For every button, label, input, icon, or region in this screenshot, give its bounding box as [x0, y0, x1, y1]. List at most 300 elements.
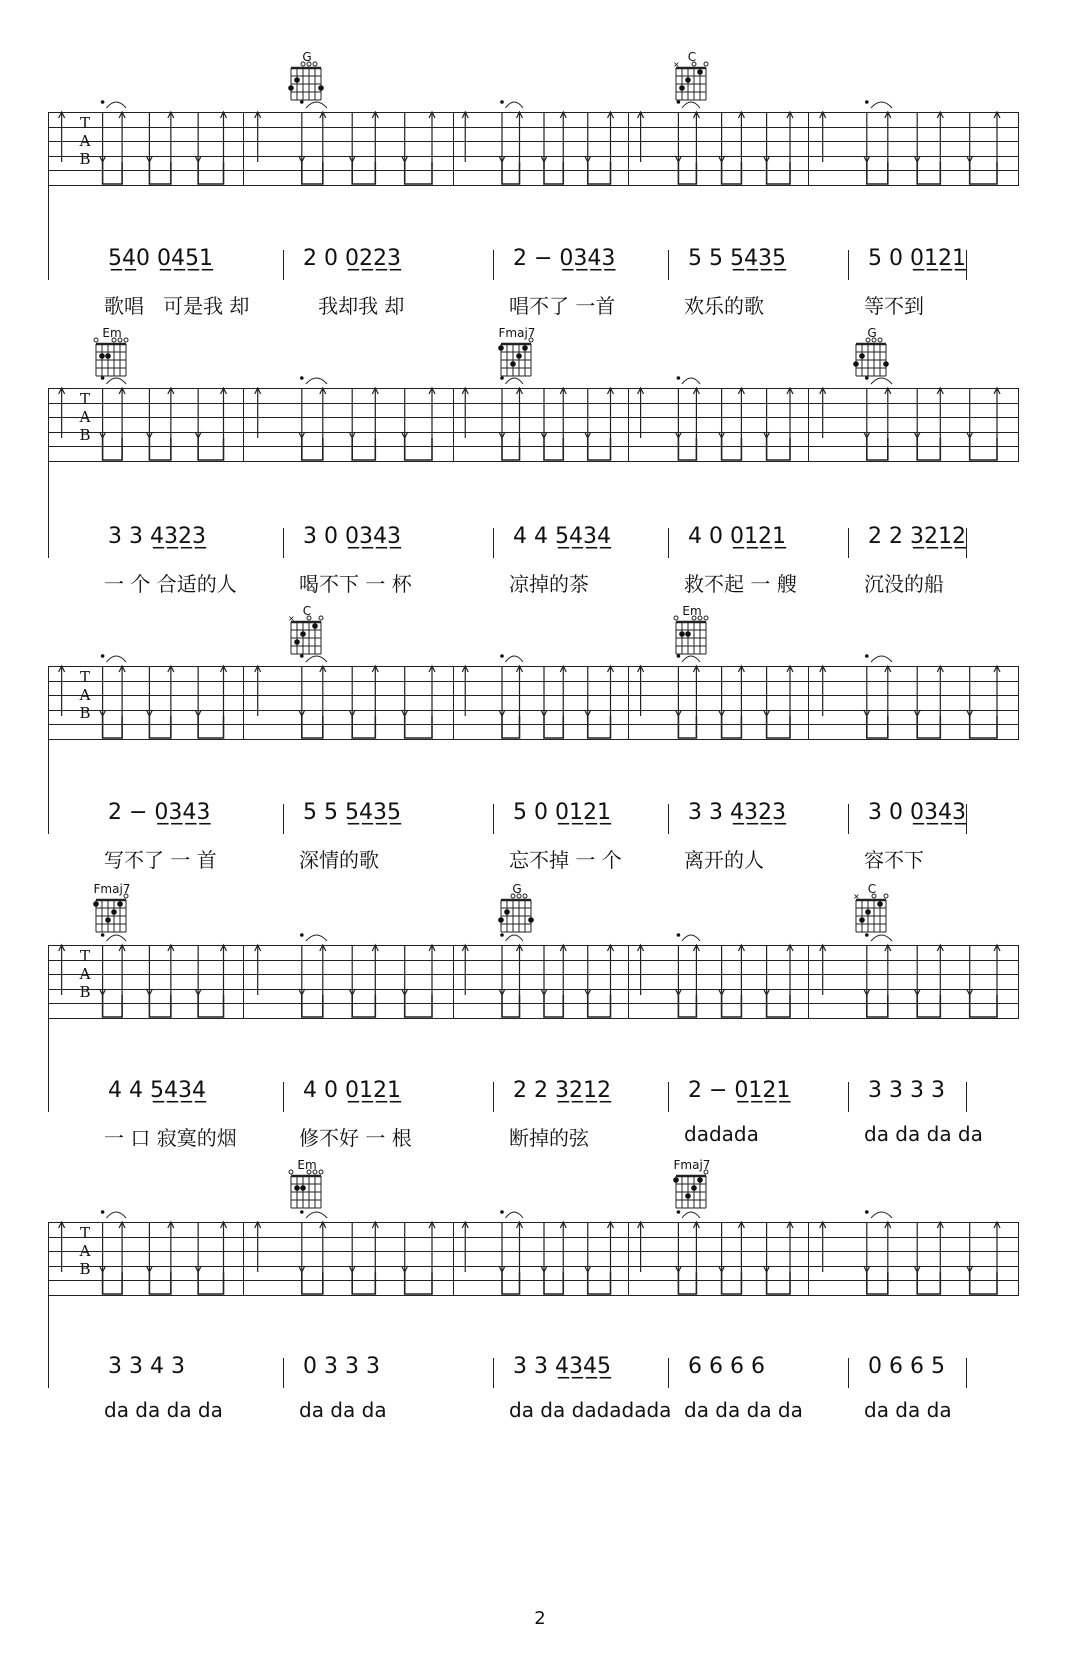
rhythm-beam	[198, 438, 223, 460]
rhythm-beam	[502, 995, 520, 1017]
measure-lyrics: 歌唱 可是我 却	[104, 294, 250, 318]
tie-arc	[107, 656, 127, 662]
melody-line	[48, 524, 1028, 604]
measure-notes: 2 − 0̲3̲4̲3̲	[108, 800, 211, 825]
chord-grid	[676, 622, 708, 656]
finger-dot	[117, 901, 123, 907]
tie-arc	[871, 102, 892, 108]
finger-dot	[528, 917, 534, 923]
notation-barline	[283, 1082, 284, 1112]
rhythm-beam	[588, 995, 611, 1017]
finger-dot	[510, 361, 516, 367]
tab-staff	[48, 666, 1018, 740]
chord-grid	[501, 344, 533, 378]
staccato-dot	[101, 654, 105, 658]
notation-barline	[283, 804, 284, 834]
measure-notes: 5 5 5̲4̲3̲5̲	[303, 800, 401, 825]
staccato-dot	[101, 100, 105, 104]
notation-barline	[493, 1082, 494, 1112]
measure-lyrics: dadada	[684, 1122, 759, 1146]
rhythm-beam	[149, 716, 170, 738]
rhythm-beam	[970, 162, 997, 184]
notation-barline	[48, 1358, 49, 1388]
finger-dot	[859, 917, 865, 923]
rhythm-beam	[544, 162, 563, 184]
rhythm-beam	[352, 1272, 375, 1294]
rhythm-beam	[970, 438, 997, 460]
tab-staff	[48, 388, 1018, 462]
measure-lyrics: 我却我 却	[299, 294, 405, 318]
page-number: 2	[534, 1608, 546, 1629]
notation-barline	[283, 528, 284, 558]
rhythm-beam	[588, 1272, 611, 1294]
notation-barline	[283, 250, 284, 280]
barline	[1018, 1222, 1019, 1296]
notation-barline	[848, 1082, 849, 1112]
notation-barline	[966, 1082, 967, 1112]
rhythm-beam	[149, 1272, 170, 1294]
chord-diagram-fmaj7	[88, 882, 136, 938]
finger-dot	[697, 1177, 703, 1183]
rhythm-beam	[103, 438, 123, 460]
measure-notes: 2 − 0̲3̲4̲3̲	[513, 246, 616, 271]
measure-notes: 4 0 0̲1̲2̲1̲	[303, 1078, 401, 1103]
measure-notes: 2 0 0̲2̲2̲3̲	[303, 246, 401, 271]
finger-dot	[679, 631, 685, 637]
rhythm-beam	[352, 716, 375, 738]
melody-line	[48, 1078, 1028, 1158]
finger-dot	[697, 69, 703, 75]
rhythm-beam	[722, 162, 742, 184]
notation-barline	[668, 250, 669, 280]
finger-dot	[498, 345, 504, 351]
staccato-dot	[500, 654, 504, 658]
chord-name: Em	[682, 604, 702, 618]
finger-dot	[685, 77, 691, 83]
notation-barline	[668, 1082, 669, 1112]
melody-line	[48, 246, 1028, 326]
tab-clef-letter: B	[79, 1260, 91, 1278]
finger-dot	[312, 623, 318, 629]
measure-lyrics: da da da da	[684, 1398, 803, 1422]
notation-barline	[493, 1358, 494, 1388]
rhythm-beam	[502, 1272, 520, 1294]
chord-grid	[96, 900, 128, 934]
finger-dot	[679, 85, 685, 91]
chord-name: Fmaj7	[93, 882, 131, 896]
finger-dot	[673, 1177, 679, 1183]
rhythm-beam	[970, 716, 997, 738]
finger-dot	[288, 85, 294, 91]
notation-barline	[668, 1358, 669, 1388]
lyrics-line	[48, 290, 1028, 320]
finger-dot	[498, 917, 504, 923]
rhythm-beam	[722, 995, 742, 1017]
rhythm-beam	[917, 995, 940, 1017]
strum-pattern	[48, 945, 1018, 1019]
finger-dot	[883, 361, 889, 367]
measure-lyrics: 喝不下 一 杯	[299, 572, 412, 596]
chord-diagram-em	[88, 326, 136, 382]
melody-line	[48, 1354, 1028, 1434]
finger-dot	[300, 1185, 306, 1191]
measure-lyrics: da da da	[299, 1398, 387, 1422]
rhythm-beam	[352, 162, 375, 184]
tab-clef-letter: A	[79, 965, 91, 983]
rhythm-beam	[352, 438, 375, 460]
notation-barline	[848, 528, 849, 558]
chord-diagram-em	[668, 604, 716, 660]
chord-grid	[673, 60, 708, 102]
tie-arc	[871, 1212, 892, 1218]
finger-dot	[685, 1193, 691, 1199]
lyrics-line	[48, 1122, 1028, 1152]
chord-diagram-fmaj7	[493, 326, 541, 382]
notation-barline	[966, 1358, 967, 1388]
melody-line	[48, 800, 1028, 880]
measure-notes: 2 2 3̲2̲1̲2̲	[513, 1078, 611, 1103]
strum-pattern	[48, 112, 1018, 186]
staccato-dot	[101, 1210, 105, 1214]
barline	[1018, 945, 1019, 1019]
measure-lyrics: da da dadadada	[509, 1398, 672, 1422]
measure-lyrics: 容不下	[864, 848, 924, 872]
numbered-notation	[48, 1354, 1028, 1390]
staccato-dot	[300, 933, 304, 937]
rhythm-beam	[767, 438, 790, 460]
notation-barline	[48, 804, 49, 834]
chord-diagram-fmaj7	[668, 1158, 716, 1214]
measure-notes: 5 0 0̲1̲2̲1̲	[868, 246, 966, 271]
chord-grid	[291, 68, 323, 102]
measure-notes: 3 3 4 3	[108, 1354, 185, 1379]
measure-notes: 3 3 3 3	[868, 1078, 945, 1103]
tab-clef-letter: T	[79, 114, 90, 132]
barline	[1018, 666, 1019, 740]
measure-lyrics: 一 口 寂寞的烟	[104, 1126, 237, 1150]
tab-clef-letter: A	[79, 408, 91, 426]
rhythm-beam	[302, 438, 323, 460]
measure-notes: 4 0 0̲1̲2̲1̲	[688, 524, 786, 549]
finger-dot	[865, 909, 871, 915]
rhythm-beam	[149, 438, 170, 460]
rhythm-beam	[502, 716, 520, 738]
tab-staff	[48, 1222, 1018, 1296]
finger-dot	[685, 631, 691, 637]
rhythm-beam	[722, 716, 742, 738]
rhythm-beam	[867, 1272, 888, 1294]
measure-lyrics: 一 个 合适的人	[104, 572, 237, 596]
measure-notes: 4 4 5̲4̲3̲4̲	[513, 524, 611, 549]
rhythm-beam	[678, 995, 696, 1017]
measure-notes: 5 5 5̲4̲3̲5̲	[688, 246, 786, 271]
rhythm-beam	[405, 995, 432, 1017]
chord-name: Em	[102, 326, 122, 340]
finger-dot	[300, 631, 306, 637]
finger-dot	[99, 353, 105, 359]
tab-clef-letter: B	[79, 983, 91, 1001]
measure-notes: 3 3 4̲3̲2̲3̲	[108, 524, 206, 549]
rhythm-beam	[588, 716, 611, 738]
numbered-notation	[48, 246, 1028, 282]
rhythm-beam	[970, 995, 997, 1017]
rhythm-beam	[103, 1272, 123, 1294]
tie-arc	[506, 102, 524, 108]
notation-barline	[48, 1082, 49, 1112]
tie-arc	[107, 102, 127, 108]
finger-dot	[877, 901, 883, 907]
rhythm-beam	[103, 995, 123, 1017]
measure-notes: 3 3 4̲3̲4̲5̲	[513, 1354, 611, 1379]
rhythm-beam	[767, 716, 790, 738]
staccato-dot	[865, 1210, 869, 1214]
staccato-dot	[865, 654, 869, 658]
lyrics-line	[48, 1398, 1028, 1428]
notation-barline	[493, 804, 494, 834]
rhythm-beam	[767, 995, 790, 1017]
numbered-notation	[48, 1078, 1028, 1114]
tie-arc	[682, 378, 700, 384]
rhythm-beam	[302, 162, 323, 184]
finger-dot	[522, 345, 528, 351]
chord-name: G	[512, 882, 522, 896]
rhythm-beam	[302, 995, 323, 1017]
notation-barline	[668, 528, 669, 558]
rhythm-beam	[302, 1272, 323, 1294]
chord-grid	[288, 614, 323, 656]
finger-dot	[504, 909, 510, 915]
measure-notes: 2 − 0̲1̲2̲1̲	[688, 1078, 791, 1103]
chord-diagram-g	[493, 882, 541, 938]
finger-dot	[318, 85, 324, 91]
rhythm-beam	[198, 716, 223, 738]
rhythm-beam	[867, 438, 888, 460]
tab-clef-letter: A	[79, 1242, 91, 1260]
finger-dot	[516, 353, 522, 359]
measure-lyrics: 写不了 一 首	[104, 848, 217, 872]
measure-notes: 0 3 3 3	[303, 1354, 380, 1379]
staccato-dot	[500, 100, 504, 104]
rhythm-beam	[917, 716, 940, 738]
chord-name: C	[302, 604, 312, 618]
measure-lyrics: 救不起 一 艘	[684, 572, 797, 596]
tab-staff	[48, 112, 1018, 186]
chord-diagram-c	[283, 604, 331, 660]
rhythm-beam	[867, 162, 888, 184]
notation-barline	[966, 528, 967, 558]
measure-lyrics: da da da da	[864, 1122, 983, 1146]
tab-clef-letter: A	[79, 686, 91, 704]
barline	[1018, 388, 1019, 462]
rhythm-beam	[405, 716, 432, 738]
rhythm-beam	[678, 438, 696, 460]
measure-notes: 2 2 3̲2̲1̲2̲	[868, 524, 966, 549]
barline	[1018, 112, 1019, 186]
measure-lyrics: 沉没的船	[864, 572, 944, 596]
measure-lyrics: 断掉的弦	[509, 1126, 589, 1150]
tie-arc	[682, 935, 700, 941]
rhythm-beam	[103, 716, 123, 738]
chord-name: Fmaj7	[673, 1158, 711, 1172]
rhythm-beam	[767, 162, 790, 184]
measure-lyrics: 深情的歌	[299, 848, 379, 872]
notation-barline	[848, 804, 849, 834]
rhythm-beam	[544, 716, 563, 738]
tab-clef-letter: T	[79, 947, 90, 965]
tie-arc	[306, 935, 327, 941]
notation-barline	[493, 528, 494, 558]
lyrics-line	[48, 568, 1028, 598]
rhythm-beam	[767, 1272, 790, 1294]
tie-arc	[506, 1212, 524, 1218]
strum-pattern	[48, 388, 1018, 462]
rhythm-beam	[917, 1272, 940, 1294]
measure-notes: 5̲4̲0 0̲4̲5̲1̲	[108, 246, 213, 271]
measure-notes: 4 4 5̲4̲3̲4̲	[108, 1078, 206, 1103]
measure-lyrics: 凉掉的茶	[509, 572, 589, 596]
notation-barline	[668, 804, 669, 834]
rhythm-beam	[917, 438, 940, 460]
measure-notes: 6 6 6 6	[688, 1354, 765, 1379]
finger-dot	[294, 639, 300, 645]
strum-pattern	[48, 1222, 1018, 1296]
tab-clef-letter: B	[79, 150, 91, 168]
muted-string-mark: ×	[853, 892, 860, 901]
measure-notes: 3 0 0̲3̲4̲3̲	[868, 800, 966, 825]
rhythm-beam	[722, 1272, 742, 1294]
tab-clef-letter: B	[79, 426, 91, 444]
notation-barline	[493, 250, 494, 280]
tab-clef-letter: T	[79, 390, 90, 408]
chord-grid	[856, 344, 888, 378]
staccato-dot	[865, 100, 869, 104]
rhythm-beam	[917, 162, 940, 184]
finger-dot	[105, 353, 111, 359]
notation-barline	[848, 250, 849, 280]
tab-clef-letter: T	[79, 668, 90, 686]
staccato-dot	[677, 933, 681, 937]
chord-diagram-c	[668, 50, 716, 106]
notation-barline	[283, 1358, 284, 1388]
chord-name: G	[302, 50, 312, 64]
staccato-dot	[500, 1210, 504, 1214]
chord-diagram-em	[283, 1158, 331, 1214]
rhythm-beam	[198, 1272, 223, 1294]
chord-grid	[853, 892, 888, 934]
tie-arc	[306, 378, 327, 384]
notation-barline	[966, 250, 967, 280]
muted-string-mark: ×	[673, 60, 680, 69]
finger-dot	[853, 361, 859, 367]
measure-lyrics: da da da	[864, 1398, 952, 1422]
rhythm-beam	[352, 995, 375, 1017]
rhythm-beam	[502, 438, 520, 460]
chord-grid	[501, 900, 533, 934]
rhythm-beam	[405, 1272, 432, 1294]
rhythm-beam	[198, 995, 223, 1017]
rhythm-beam	[544, 995, 563, 1017]
measure-notes: 3 0 0̲3̲4̲3̲	[303, 524, 401, 549]
rhythm-beam	[544, 438, 563, 460]
measure-lyrics: 离开的人	[684, 848, 764, 872]
chord-diagram-c	[848, 882, 896, 938]
rhythm-beam	[405, 162, 432, 184]
tie-arc	[107, 1212, 127, 1218]
rhythm-beam	[405, 438, 432, 460]
chord-name: C	[687, 50, 697, 64]
rhythm-beam	[678, 716, 696, 738]
rhythm-beam	[544, 1272, 563, 1294]
notation-barline	[48, 250, 49, 280]
numbered-notation	[48, 800, 1028, 836]
finger-dot	[859, 353, 865, 359]
finger-dot	[93, 901, 99, 907]
rhythm-beam	[678, 1272, 696, 1294]
measure-lyrics: 等不到	[864, 294, 924, 318]
chord-name: Em	[297, 1158, 317, 1172]
finger-dot	[294, 1185, 300, 1191]
tab-clef-letter: A	[79, 132, 91, 150]
rhythm-beam	[149, 162, 170, 184]
chord-diagram-g	[283, 50, 331, 106]
chord-grid	[96, 344, 128, 378]
rhythm-beam	[103, 162, 123, 184]
finger-dot	[105, 917, 111, 923]
finger-dot	[294, 77, 300, 83]
chord-name: C	[867, 882, 877, 896]
lyrics-line	[48, 844, 1028, 874]
tie-arc	[871, 656, 892, 662]
chord-grid	[676, 1176, 708, 1210]
measure-lyrics: 忘不掉 一 个	[509, 848, 622, 872]
tab-staff	[48, 945, 1018, 1019]
measure-lyrics: da da da da	[104, 1398, 223, 1422]
staccato-dot	[677, 376, 681, 380]
rhythm-beam	[867, 995, 888, 1017]
rhythm-beam	[198, 162, 223, 184]
strum-pattern	[48, 666, 1018, 740]
rhythm-beam	[588, 162, 611, 184]
finger-dot	[111, 909, 117, 915]
muted-string-mark: ×	[288, 614, 295, 623]
tab-clef-letter: B	[79, 704, 91, 722]
finger-dot	[691, 1185, 697, 1191]
rhythm-beam	[970, 1272, 997, 1294]
measure-lyrics: 唱不了 一首	[509, 294, 616, 318]
rhythm-beam	[302, 716, 323, 738]
chord-name: G	[867, 326, 877, 340]
measure-notes: 3 3 4̲3̲2̲3̲	[688, 800, 786, 825]
notation-barline	[48, 528, 49, 558]
rhythm-beam	[588, 438, 611, 460]
rhythm-beam	[678, 162, 696, 184]
measure-lyrics: 修不好 一 根	[299, 1126, 412, 1150]
tab-clef-letter: T	[79, 1224, 90, 1242]
rhythm-beam	[149, 995, 170, 1017]
notation-barline	[848, 1358, 849, 1388]
chord-grid	[291, 1176, 323, 1210]
rhythm-beam	[502, 162, 520, 184]
staccato-dot	[300, 376, 304, 380]
tie-arc	[506, 656, 524, 662]
chord-name: Fmaj7	[498, 326, 536, 340]
chord-diagram-g	[848, 326, 896, 382]
measure-lyrics: 欢乐的歌	[684, 294, 764, 318]
notation-barline	[966, 804, 967, 834]
measure-notes: 0 6 6 5	[868, 1354, 945, 1379]
rhythm-beam	[722, 438, 742, 460]
measure-notes: 5 0 0̲1̲2̲1̲	[513, 800, 611, 825]
